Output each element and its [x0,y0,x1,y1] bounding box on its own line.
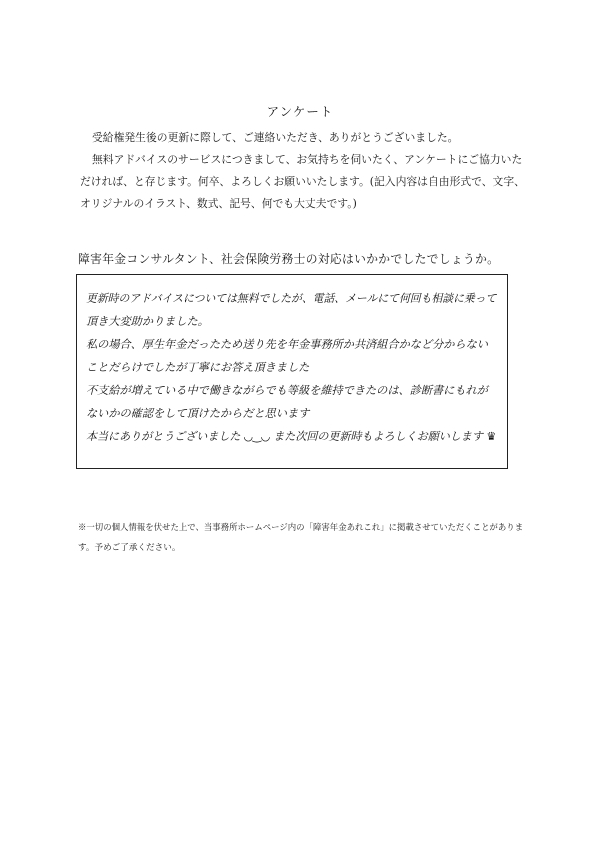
handwritten-answer-line: 頂き大変助かりました。 [86,315,209,328]
answer-box [76,274,508,469]
handwritten-answer-line: 本当にありがとうございました ◡‿◡ また次回の更新時もよろしくお願いします ♛ [86,430,497,443]
handwritten-answer-line: ことだらけでしたが丁寧にお答え頂きました [86,361,310,374]
footnote [78,518,523,558]
intro-line: だければ、と存じます。何卒、よろしくお願いいたします。(記入内容は自由形式で、文字、 [80,175,525,188]
handwritten-answer-line: ないかの確認をして頂けたからだと思います [86,407,310,420]
handwritten-answer-line: 更新時のアドバイスについては無料でしたが、電話、メールにて何回も相談に乗って [86,292,497,305]
page-title: アンケート [266,104,334,119]
intro-line: オリジナルのイラスト、数式、記号、何でも大丈夫です。) [80,197,357,210]
survey-question: 障害年金コンサルタント、社会保険労務士の対応はいかかでしたでしょうか。 [78,252,500,266]
handwritten-answer-line: 不支給が増えている中で働きながらでも等級を維持できたのは、診断書にもれが [86,384,488,397]
footnote-line: ※一切の個人情報を伏せた上で、当事務所ホームページ内の「障害年金あれこれ」に掲載させていただくことがありま [78,523,524,533]
intro-text [80,127,530,215]
footnote-line: す。予めご了承ください。 [78,543,181,553]
intro-line: 受給権発生後の更新に際して、ご連絡いただき、ありがとうございました。 [92,131,459,144]
intro-line: 無料アドバイスのサービスにつきまして、お気持ちを伺いたく、アンケートにご協力いた [92,153,523,166]
handwritten-answer-line: 私の場合、厚生年金だったため送り先を年金事務所か共済組合かなど分からない [86,338,488,351]
